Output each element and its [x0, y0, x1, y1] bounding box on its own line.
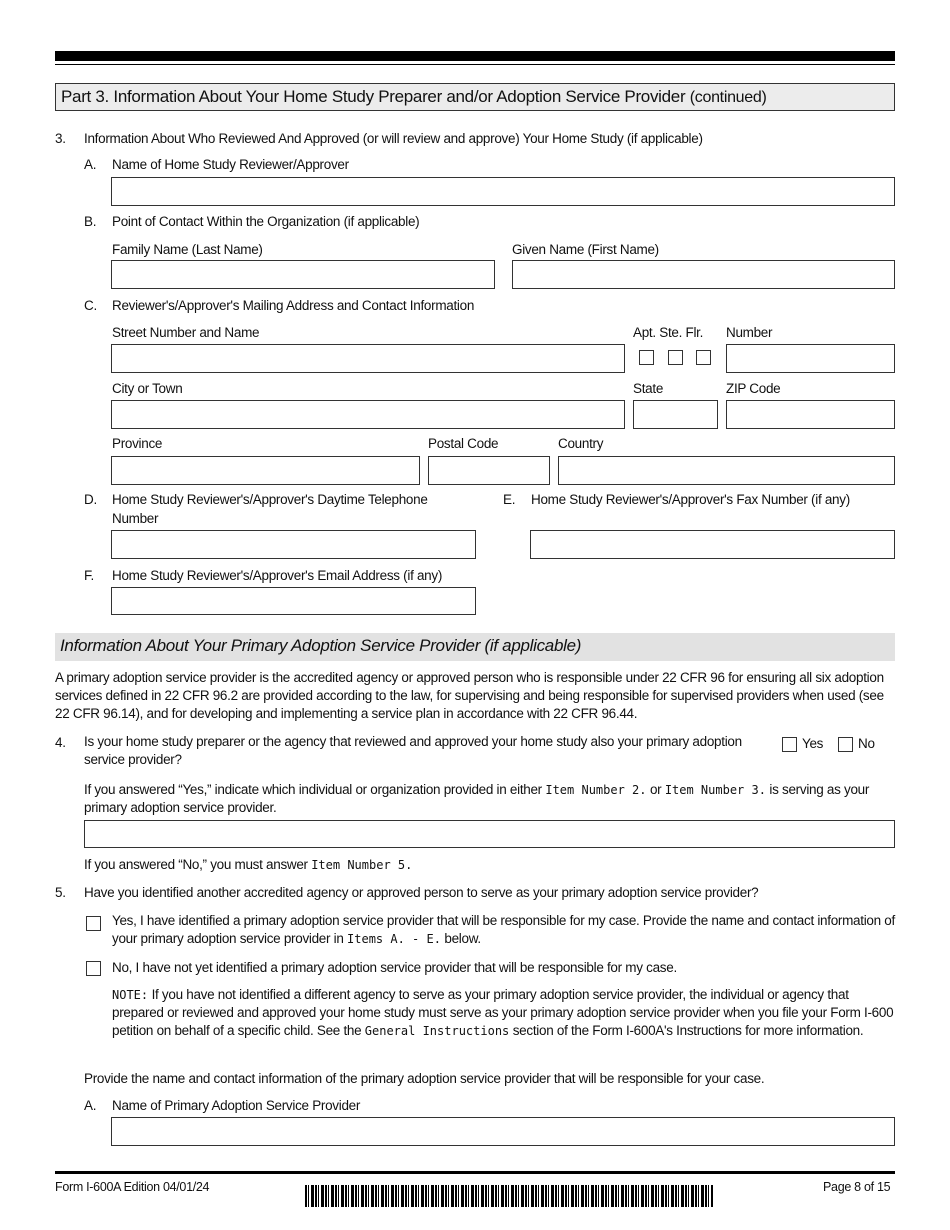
label: Postal Code: [428, 436, 499, 451]
text: If you have not identified a different agency to serve as your primary adoption service provider, the individual or agency that prepared or reviewed and approved your home study must serve as your primary adoption service provider when you file your Form I-600 petition on behalf of a specific child. See the: [112, 987, 894, 1038]
label: Number: [726, 325, 773, 340]
label: Given Name (First Name): [512, 242, 659, 257]
label: ZIP Code: [726, 381, 781, 396]
label: Province: [112, 436, 163, 451]
section-intro: A primary adoption service provider is the accredited agency or approved person who is responsible under 22 CFR 96 for ensuring all six adoption services defined in 22 CFR 96.2 are provided according to the law, for supervising and being responsible for supervised providers when used (see 22 CFR 96.14), and for developing and implementing a service plan in accordance with 22 CFR 96.44.: [55, 670, 884, 721]
text: If you answered “Yes,” indicate which individual or organization provided in either: [84, 782, 546, 797]
part-title: Part 3. Information About Your Home Study Preparer and/or Adoption Service Provider: [61, 87, 686, 106]
barcode: [305, 1185, 713, 1207]
ref: General Instructions: [364, 1024, 510, 1038]
item5-yes-text: [112, 912, 897, 948]
text: below.: [440, 931, 481, 946]
form-edition: Form I-600A Edition 04/01/24: [55, 1180, 210, 1194]
item-number: 3.: [55, 131, 66, 146]
text: If you answered “No,” you must answer: [84, 857, 312, 872]
instruction: Provide the name and contact information of the primary adoption service provider that will be responsible for your case.: [84, 1071, 765, 1086]
apt-checkbox[interactable]: [639, 350, 654, 365]
email-input[interactable]: [111, 587, 476, 615]
item-number: 4.: [55, 735, 66, 750]
label: Family Name (Last Name): [112, 242, 263, 257]
top-thick-rule: [55, 51, 895, 61]
item4-no-checkbox[interactable]: [838, 737, 853, 752]
label: Apt. Ste. Flr.: [633, 325, 704, 340]
label: Home Study Reviewer's/Approver's Daytime Telephone Number: [112, 492, 428, 526]
ref: Item Number 2.: [545, 783, 647, 797]
item-number: 5.: [55, 885, 66, 900]
given-name-input[interactable]: [512, 260, 895, 289]
part-header: [55, 83, 895, 111]
reviewer-name-input[interactable]: [111, 177, 895, 206]
item-letter: B.: [84, 214, 97, 229]
label: No: [858, 736, 875, 751]
label: Reviewer's/Approver's Mailing Address and Contact Information: [112, 298, 475, 313]
label: Name of Primary Adoption Service Provider: [112, 1098, 361, 1113]
zip-input[interactable]: [726, 400, 895, 429]
item5-yes-checkbox[interactable]: [86, 916, 101, 931]
top-thin-rule: [55, 64, 895, 65]
text: or: [646, 782, 665, 797]
text: section of the Form I-600A's Instructions for more information.: [509, 1023, 864, 1038]
label: Name of Home Study Reviewer/Approver: [112, 157, 349, 172]
item4-question: Is your home study preparer or the agency that reviewed and approved your home study also your primary adoption service provider?: [84, 734, 742, 767]
item-letter: A.: [84, 157, 97, 172]
item4-yes-checkbox[interactable]: [782, 737, 797, 752]
label: State: [633, 381, 664, 396]
item4-provider-input[interactable]: [84, 820, 895, 848]
province-input[interactable]: [111, 456, 420, 485]
item5-no-checkbox[interactable]: [86, 961, 101, 976]
label: Country: [558, 436, 604, 451]
label: Yes: [802, 736, 824, 751]
city-input[interactable]: [111, 400, 625, 429]
item5-question: Have you identified another accredited agency or approved person to serve as your primary adoption service provider?: [84, 885, 759, 900]
daytime-phone-input[interactable]: [111, 530, 476, 559]
item5-no-text: No, I have not yet identified a primary adoption service provider that will be responsible for my case.: [112, 960, 677, 975]
page-number: Page 8 of 15: [823, 1180, 891, 1194]
ste-checkbox[interactable]: [668, 350, 683, 365]
postal-code-input[interactable]: [428, 456, 550, 485]
note: [112, 986, 897, 1040]
text: Yes, I have identified a primary adoption service provider that will be responsible for my case. Provide the name and contact information of your primary adoption service provider in: [112, 913, 895, 946]
item-letter: E.: [503, 492, 516, 507]
label: Point of Contact Within the Organization (if applicable): [112, 214, 420, 229]
ref: Item Number 5.: [311, 858, 413, 872]
item-letter: A.: [84, 1098, 97, 1113]
street-input[interactable]: [111, 344, 625, 373]
item-letter: D.: [84, 492, 97, 507]
fax-input[interactable]: [530, 530, 895, 559]
ref: Item Number 3.: [664, 783, 766, 797]
label: City or Town: [112, 381, 183, 396]
label: Home Study Reviewer's/Approver's Fax Number (if any): [531, 492, 850, 507]
item4-if-yes: [84, 781, 884, 817]
state-select[interactable]: [633, 400, 718, 429]
family-name-input[interactable]: [111, 260, 495, 289]
item-letter: C.: [84, 298, 97, 313]
note-label: NOTE:: [112, 988, 149, 1002]
item3-question: Information About Who Reviewed And Approved (or will review and approve) Your Home Study (if applicable): [84, 131, 703, 146]
section-header: Information About Your Primary Adoption Service Provider (if applicable): [55, 633, 895, 661]
footer-rule: [55, 1171, 895, 1174]
primary-provider-name-input[interactable]: [111, 1117, 895, 1146]
label: Street Number and Name: [112, 325, 260, 340]
unit-number-input[interactable]: [726, 344, 895, 373]
item-letter: F.: [84, 568, 94, 583]
item4-if-no: [84, 855, 412, 875]
country-input[interactable]: [558, 456, 895, 485]
ref: Items A. - E.: [347, 932, 441, 946]
flr-checkbox[interactable]: [696, 350, 711, 365]
part-suffix: (continued): [689, 89, 767, 106]
text: is serving as your primary adoption service provider.: [84, 782, 870, 815]
label: Home Study Reviewer's/Approver's Email Address (if any): [112, 568, 443, 583]
